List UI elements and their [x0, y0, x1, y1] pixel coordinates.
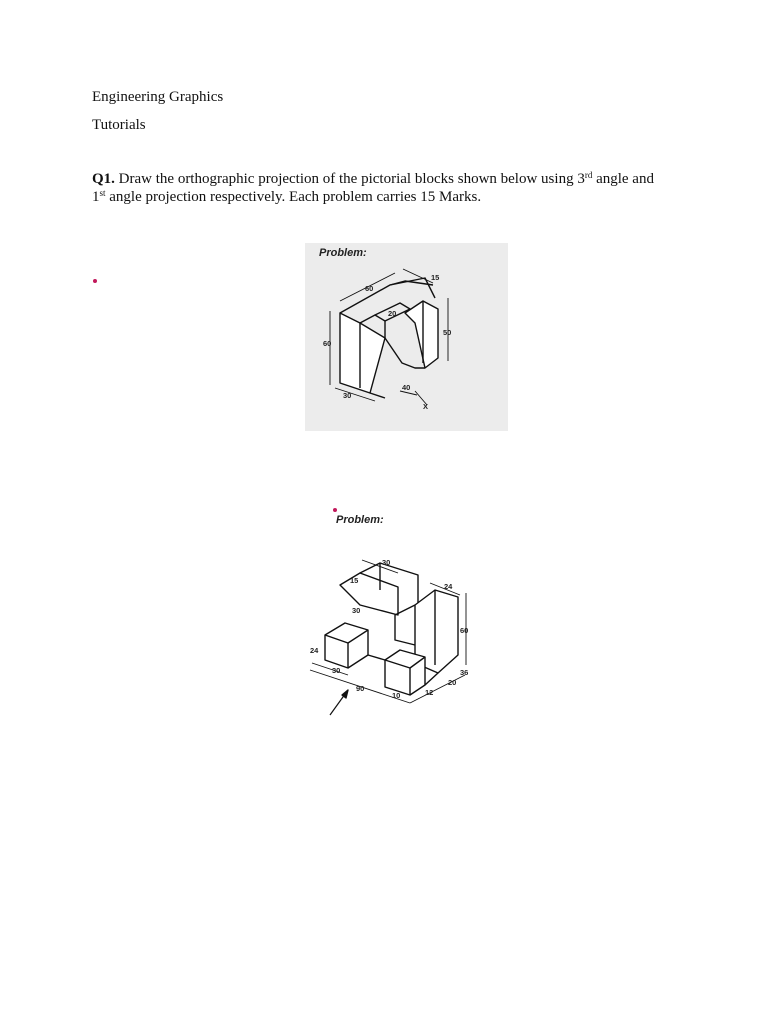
dim-40: 40 [402, 383, 411, 392]
dim-x: X [423, 402, 429, 411]
dim-30-bottom: 30 [332, 666, 341, 675]
dim-60-top: 60 [365, 284, 374, 293]
dim-24-left: 24 [310, 646, 319, 655]
dim-50: 50 [443, 328, 452, 337]
dim-90: 90 [356, 684, 365, 693]
question-text-3: angle projection respectively. Each problem carries 15 Marks. [105, 189, 482, 205]
question-number: Q1. [92, 171, 115, 187]
dim-30: 30 [343, 391, 352, 400]
figure-1-label: Problem: [319, 247, 367, 259]
question-q1 [92, 170, 692, 206]
course-title: Engineering Graphics [92, 89, 224, 105]
question-line2-start: 1 [92, 189, 100, 205]
bullet-marker-1 [93, 279, 97, 283]
figure-2-drawing [300, 505, 490, 720]
dim-24-top: 24 [444, 582, 453, 591]
figure-1-drawing [305, 243, 508, 431]
dim-20: 20 [448, 678, 457, 687]
question-text-1: Draw the orthographic projection of the pictorial blocks shown below using 3 [114, 171, 585, 187]
dim-10: 10 [392, 691, 401, 700]
dim-12: 12 [425, 688, 434, 697]
dim-30-vertical: 30 [352, 606, 361, 615]
dim-60: 60 [460, 626, 469, 635]
section-title: Tutorials [92, 117, 146, 133]
dim-36: 36 [460, 668, 469, 677]
dim-15: 15 [431, 273, 440, 282]
figure-1 [305, 243, 508, 431]
dim-30-top: 30 [382, 558, 391, 567]
dim-20: 20 [388, 309, 397, 318]
sup-st: st [99, 188, 106, 198]
figure-2-label: Problem: [336, 514, 384, 526]
dim-15: 15 [350, 576, 359, 585]
sup-rd: rd [584, 170, 593, 180]
figure-2 [300, 505, 490, 720]
question-text-2: angle and [592, 171, 654, 187]
dim-60-left: 60 [323, 339, 332, 348]
